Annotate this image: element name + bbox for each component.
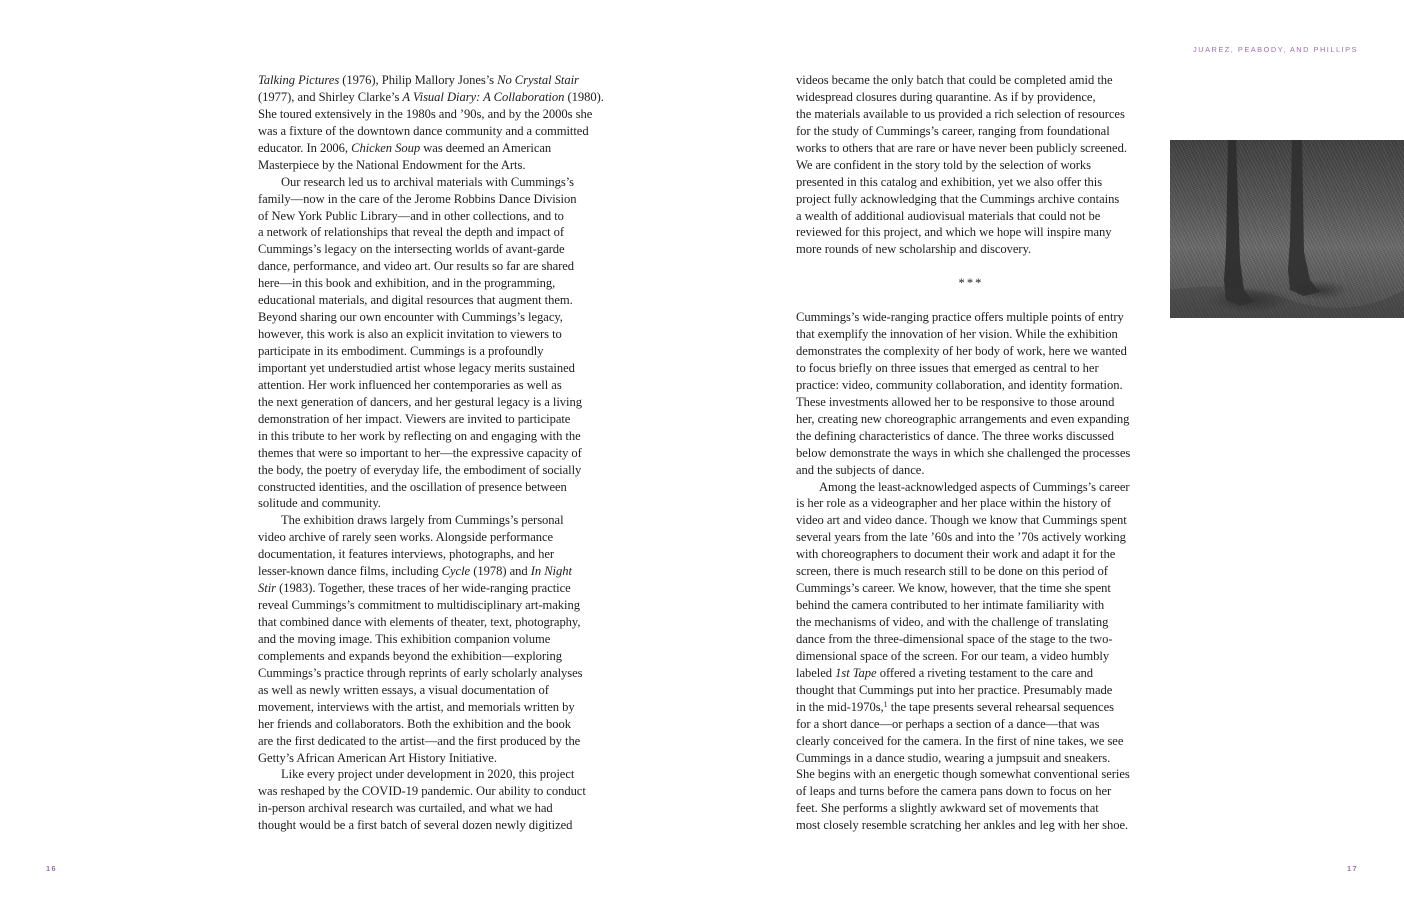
text-run: (1977), and Shirley Clarke’s — [258, 89, 403, 104]
text-line — [258, 360, 618, 377]
text-line — [796, 817, 1158, 834]
text-run: was reshaped by the COVID-19 pandemic. Our ability to conduct — [258, 784, 586, 799]
text-line — [258, 394, 618, 411]
text-line — [258, 682, 618, 699]
text-line — [796, 699, 1158, 716]
text-run: Among the least-acknowledged aspects of Cummings’s career — [819, 479, 1130, 494]
text-run: (1978) and — [470, 564, 531, 579]
text-run: clearly conceived for the camera. In the first of nine takes, we see — [796, 733, 1124, 748]
text-line — [258, 512, 618, 529]
text-run: a wealth of additional audiovisual materials that could not be — [796, 208, 1101, 223]
text-run: (1976), Philip Mallory Jones’s — [339, 73, 498, 87]
text-run: Beyond sharing our own encounter with Cummings’s legacy, — [258, 310, 563, 325]
text-run: as well as newly written essays, a visual documentation of — [258, 682, 549, 697]
text-run: was deemed an American — [420, 140, 552, 155]
text-line — [796, 191, 1158, 208]
text-line — [796, 783, 1158, 800]
section-gap — [796, 258, 1158, 275]
text-run: She toured extensively in the 1980s and ’90s, and by the 2000s she — [258, 106, 593, 121]
text-line — [796, 428, 1158, 445]
page-number-left: 16 — [46, 864, 58, 873]
text-line — [258, 733, 618, 750]
text-line — [796, 733, 1158, 750]
text-run: video art and video dance. Though we know that Cummings spent — [796, 513, 1127, 528]
text-run: a network of relationships that reveal the depth and impact of — [258, 225, 565, 240]
text-line — [258, 326, 618, 343]
text-line — [796, 377, 1158, 394]
text-line — [258, 241, 618, 258]
text-line — [796, 648, 1158, 665]
text-line — [258, 208, 618, 225]
text-run: lesser-known dance films, including — [258, 564, 442, 579]
text-line — [258, 648, 618, 665]
running-head: JUAREZ, PEABODY, AND PHILLIPS — [1193, 45, 1358, 54]
text-line — [258, 157, 618, 174]
text-run: Cummings’s wide-ranging practice offers multiple points of entry — [796, 310, 1124, 325]
text-run: demonstrates the complexity of her body of work, here we wanted — [796, 344, 1127, 358]
left-page-body-text — [258, 72, 618, 834]
text-run: the mechanisms of video, and with the challenge of translating — [796, 615, 1109, 629]
text-line — [258, 529, 618, 546]
text-line — [796, 123, 1158, 140]
text-line — [796, 411, 1158, 428]
text-line — [258, 309, 618, 326]
text-run: dance, performance, and video art. Our results so far are shared — [258, 259, 575, 274]
text-run: of New York Public Library—and in other collections, and to — [258, 208, 564, 223]
text-run: the materials available to us provided a rich selection of resources — [796, 106, 1125, 121]
text-run: in-person archival research was curtailed, and what we had — [258, 801, 553, 816]
text-line — [796, 682, 1158, 699]
text-run: below demonstrate the ways in which she challenged the processes — [796, 445, 1131, 460]
text-line — [258, 546, 618, 563]
text-run: her, creating new choreographic arrangements and even expanding — [796, 411, 1130, 426]
text-run: complements and expands beyond the exhibition—exploring — [258, 648, 562, 663]
footnote-marker: 1 — [883, 699, 888, 709]
text-run: that combined dance with elements of theater, text, photography, — [258, 615, 581, 629]
text-line — [796, 479, 1158, 496]
text-run: Cummings’s legacy on the intersecting worlds of avant-garde — [258, 242, 565, 257]
text-line — [796, 529, 1158, 546]
text-line — [796, 665, 1158, 682]
text-line — [258, 750, 618, 767]
text-run: constructed identities, and the oscillation of presence between — [258, 479, 567, 494]
text-line — [796, 89, 1158, 106]
italic-title: Chicken Soup — [351, 140, 421, 155]
text-run: presented in this catalog and exhibition, yet we also offer this — [796, 174, 1103, 189]
text-run: documentation, it features interviews, photographs, and her — [258, 547, 555, 562]
text-run: movement, interviews with the artist, and memorials written by — [258, 699, 575, 714]
text-line — [258, 428, 618, 445]
text-line — [796, 766, 1158, 783]
text-run: the next generation of dancers, and her gestural legacy is a living — [258, 394, 582, 409]
text-run: solitude and community. — [258, 496, 381, 511]
italic-title: No Crystal Stair — [497, 73, 579, 87]
text-line — [258, 800, 618, 817]
text-run: the tape presents several rehearsal sequences — [887, 699, 1114, 714]
text-line — [796, 140, 1158, 157]
text-run: her friends and collaborators. Both the exhibition and the book — [258, 716, 572, 731]
text-run: for the study of Cummings’s career, ranging from foundational — [796, 123, 1110, 138]
text-line — [258, 445, 618, 462]
text-run: and the moving image. This exhibition companion volume — [258, 631, 551, 646]
text-line — [796, 563, 1158, 580]
text-run: educational materials, and digital resources that augment them. — [258, 293, 573, 308]
text-run: (1983). Together, these traces of her wide-ranging practice — [276, 581, 571, 596]
text-run: for a short dance—or perhaps a section of a dance—that was — [796, 716, 1100, 731]
text-run: several years from the late ’60s and into the ’70s actively working — [796, 530, 1126, 545]
text-line — [796, 394, 1158, 411]
text-line — [796, 208, 1158, 225]
text-run: however, this work is also an explicit invitation to viewers to — [258, 327, 562, 342]
text-run: participate in its embodiment. Cummings is a profoundly — [258, 344, 544, 358]
text-line — [258, 665, 618, 682]
italic-title: In Night — [530, 564, 572, 579]
text-line — [258, 495, 618, 512]
italic-title: Talking Pictures — [258, 73, 340, 87]
page-number-right: 17 — [1346, 864, 1358, 873]
text-line — [796, 495, 1158, 512]
text-line — [796, 157, 1158, 174]
section-gap — [796, 292, 1158, 309]
text-run: Masterpiece by the National Endowment for the Arts. — [258, 157, 526, 172]
text-run: works to others that are rare or have never been publicly screened. — [796, 140, 1127, 155]
text-line — [796, 360, 1158, 377]
text-run: reveal Cummings’s commitment to multidisciplinary art-making — [258, 598, 580, 613]
text-line — [796, 800, 1158, 817]
text-line — [258, 716, 618, 733]
text-run: She begins with an energetic though somewhat conventional series — [796, 767, 1130, 782]
text-line — [796, 174, 1158, 191]
text-line — [258, 140, 618, 157]
text-line — [258, 377, 618, 394]
text-line — [796, 72, 1158, 89]
text-line — [258, 89, 618, 106]
text-run: dance from the three-dimensional space of the stage to the two- — [796, 631, 1113, 646]
text-run: to focus briefly on three issues that emerged as central to her — [796, 360, 1099, 375]
text-line — [796, 631, 1158, 648]
text-line — [796, 326, 1158, 343]
text-run: practice: video, community collaboration, and identity formation. — [796, 377, 1123, 392]
text-run: videos became the only batch that could be completed amid the — [796, 73, 1113, 87]
text-run: thought would be a first batch of several dozen newly digitized — [258, 818, 573, 833]
text-run: in this tribute to her work by reflecting on and engaging with the — [258, 428, 581, 443]
text-run: the body, the poetry of everyday life, the embodiment of socially — [258, 462, 582, 477]
feet-silhouette — [1170, 140, 1404, 318]
text-line — [258, 258, 618, 275]
text-run: labeled — [796, 665, 836, 680]
text-line — [796, 512, 1158, 529]
text-run: important yet understudied artist whose legacy merits sustained — [258, 360, 575, 375]
text-run: Like every project under development in 2020, this project — [281, 767, 575, 782]
text-run: more rounds of new scholarship and discovery. — [796, 242, 1032, 257]
text-run: video archive of rarely seen works. Alongside performance — [258, 530, 554, 545]
text-line — [258, 766, 618, 783]
text-line — [796, 462, 1158, 479]
text-line — [258, 292, 618, 309]
text-run: are the first dedicated to the artist—and the first produced by the — [258, 733, 581, 748]
text-run: educator. In 2006, — [258, 140, 352, 155]
text-run: that exemplify the innovation of her vision. While the exhibition — [796, 327, 1118, 342]
text-line — [796, 445, 1158, 462]
text-run: (1980). — [564, 89, 604, 104]
text-line — [258, 783, 618, 800]
text-run: is her role as a videographer and her place within the history of — [796, 496, 1111, 511]
text-line — [796, 614, 1158, 631]
text-line — [796, 241, 1158, 258]
text-run: widespread closures during quarantine. As if by providence, — [796, 89, 1096, 104]
text-run: These investments allowed her to be responsive to those around — [796, 394, 1115, 409]
text-line — [258, 580, 618, 597]
text-run: demonstration of her impact. Viewers are invited to participate — [258, 411, 571, 426]
text-run: Cummings in a dance studio, wearing a jumpsuit and sneakers. — [796, 750, 1111, 765]
text-line — [258, 631, 618, 648]
text-run: family—now in the care of the Jerome Robbins Dance Division — [258, 191, 577, 206]
text-line — [796, 597, 1158, 614]
italic-title: 1st Tape — [835, 665, 877, 680]
text-run: the defining characteristics of dance. The three works discussed — [796, 428, 1114, 443]
text-run: with choreographers to document their work and adapt it for the — [796, 547, 1116, 562]
text-line — [258, 191, 618, 208]
italic-title: Cycle — [441, 564, 471, 579]
text-line — [258, 72, 618, 89]
text-run: offered a riveting testament to the care and — [876, 665, 1094, 680]
text-line — [796, 750, 1158, 767]
text-run: most closely resemble scratching her ankles and leg with her shoe. — [796, 818, 1129, 833]
italic-title: Stir — [258, 581, 276, 596]
text-run: Our research led us to archival materials with Cummings’s — [281, 174, 575, 189]
text-run: in the mid-1970s, — [796, 699, 884, 714]
text-run: attention. Her work influenced her contemporaries as well as — [258, 377, 562, 392]
text-line — [796, 309, 1158, 326]
text-run: Cummings’s career. We know, however, that the time she spent — [796, 581, 1111, 596]
text-line — [258, 343, 618, 360]
text-line — [258, 699, 618, 716]
text-line — [258, 275, 618, 292]
text-line — [796, 546, 1158, 563]
text-line — [796, 224, 1158, 241]
text-line — [258, 411, 618, 428]
text-line — [796, 343, 1158, 360]
text-run: feet. She performs a slightly awkward set of movements that — [796, 801, 1099, 816]
text-line — [258, 597, 618, 614]
text-run: of leaps and turns before the camera pans down to focus on her — [796, 784, 1112, 799]
text-line — [258, 614, 618, 631]
text-line — [258, 174, 618, 191]
text-line — [258, 479, 618, 496]
text-run: dimensional space of the screen. For our team, a video humbly — [796, 648, 1110, 663]
text-line — [796, 106, 1158, 123]
photo-bare-feet-on-grass — [1170, 140, 1404, 318]
text-line — [258, 123, 618, 140]
text-run: themes that were so important to her—the expressive capacity of — [258, 445, 582, 460]
text-run: reviewed for this project, and which we hope will inspire many — [796, 225, 1112, 240]
text-run: was a fixture of the downtown dance community and a committed — [258, 123, 589, 138]
text-line — [258, 224, 618, 241]
text-run: and the subjects of dance. — [796, 462, 925, 477]
text-run: screen, there is much research still to be done on this period of — [796, 564, 1108, 579]
text-run: behind the camera contributed to her intimate familiarity with — [796, 598, 1105, 613]
text-line — [796, 580, 1158, 597]
text-line — [258, 817, 618, 834]
text-run: We are confident in the story told by the selection of works — [796, 157, 1092, 172]
right-page-body-text — [796, 72, 1158, 834]
text-line — [258, 462, 618, 479]
text-run: here—in this book and exhibition, and in the programming, — [258, 276, 556, 291]
section-break-asterisks: *** — [958, 276, 984, 291]
text-run: Getty’s African American Art History Initiative. — [258, 750, 497, 765]
text-run: The exhibition draws largely from Cummings’s personal — [281, 513, 564, 528]
text-line — [796, 716, 1158, 733]
text-run: thought that Cummings put into her practice. Presumably made — [796, 682, 1113, 697]
text-run: project fully acknowledging that the Cummings archive contains — [796, 191, 1120, 206]
text-line — [258, 106, 618, 123]
text-run: Cummings’s practice through reprints of early scholarly analyses — [258, 665, 583, 680]
italic-title: A Visual Diary: A Collaboration — [402, 89, 565, 104]
text-line — [258, 563, 618, 580]
